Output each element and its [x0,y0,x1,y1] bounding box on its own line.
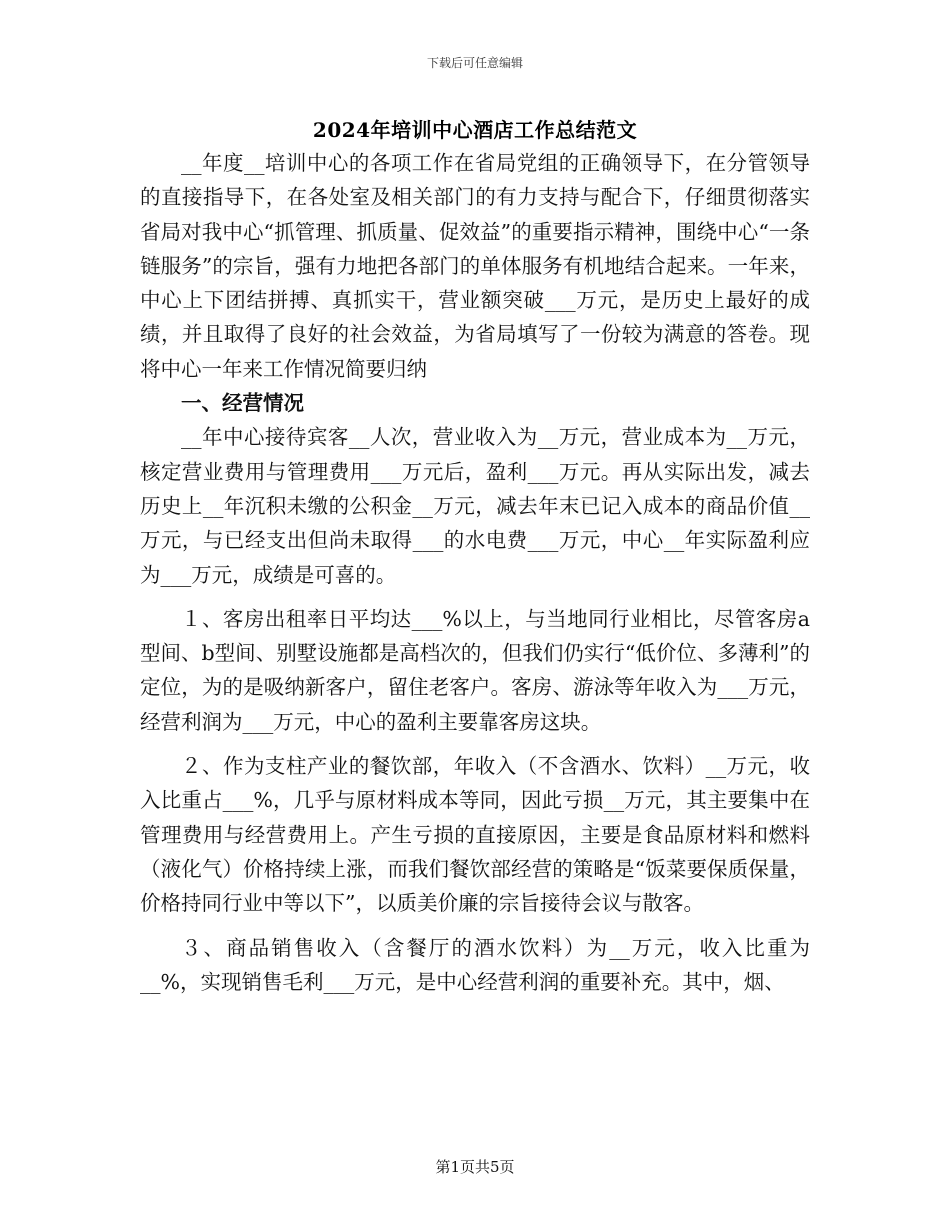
header-note: 下载后可任意编辑 [426,56,523,70]
guest-rooms-paragraph: １、客房出租率日平均达___%以上，与当地同行业相比，尽管客房a型间、b型间、别墅设施都是高档次的，但我们仍实行“低价位、多薄利”的定位，为的是吸纳新客户，留住老客户。客房、游泳等年收入为___万元，经营利润为___万元，中心的盈利主要靠客房这块。 [140,606,810,734]
merchandise-paragraph: ３、商品销售收入（含餐厅的酒水饮料）为__万元，收入比重为__%，实现销售毛利___万元，是中心经营利润的重要补充。其中，烟、 [140,935,810,994]
intro-paragraph: __年度__培训中心的各项工作在省局党组的正确领导下，在分管领导的直接指导下，在各处室及相关部门的有力支持与配合下，仔细贯彻落实省局对我中心“抓管理、抓质量、促效益”的重要指示精神，围绕中心“一条链服务”的宗旨，强有力地把各部门的单体服务有机地结合起来。一年来，中心上下团结拼搏、真抓实干，营业额突破___万元，是历史上最好的成绩，并且取得了良好的社会效益，为省局填写了一份较为满意的答卷。现将中心一年来工作情况简要归纳 [140,151,810,381]
catering-paragraph: ２、作为支柱产业的餐饮部，年收入（不含酒水、饮料）__万元，收入比重占___%，几乎与原材料成本等同，因此亏损__万元，其主要集中在管理费用与经营费用上。产生亏损的直接原因，主要是食品原材料和燃料（液化气）价格持续上涨，而我们餐饮部经营的策略是“饭菜要保质保量，价格持同行业中等以下”，以质美价廉的宗旨接待会议与散客。 [140,754,810,916]
page-number: 第1页共5页 [435,1158,515,1176]
operations-overview-paragraph: __年中心接待宾客__人次，营业收入为__万元，营业成本为__万元，核定营业费用与管理费用___万元后，盈利___万元。再从实际出发，减去历史上__年沉积未缴的公积金__万元，减去年末已记入成本的商品价值__万元，与已经支出但尚未取得___的水电费___万元，中心__年实际盈利应为___万元，成绩是可喜的。 [140,425,810,587]
section-heading-operations: 一、经营情况 [181,391,304,416]
document-title: 2024年培训中心酒店工作总结范文 [312,118,638,142]
document-body [140,146,810,999]
